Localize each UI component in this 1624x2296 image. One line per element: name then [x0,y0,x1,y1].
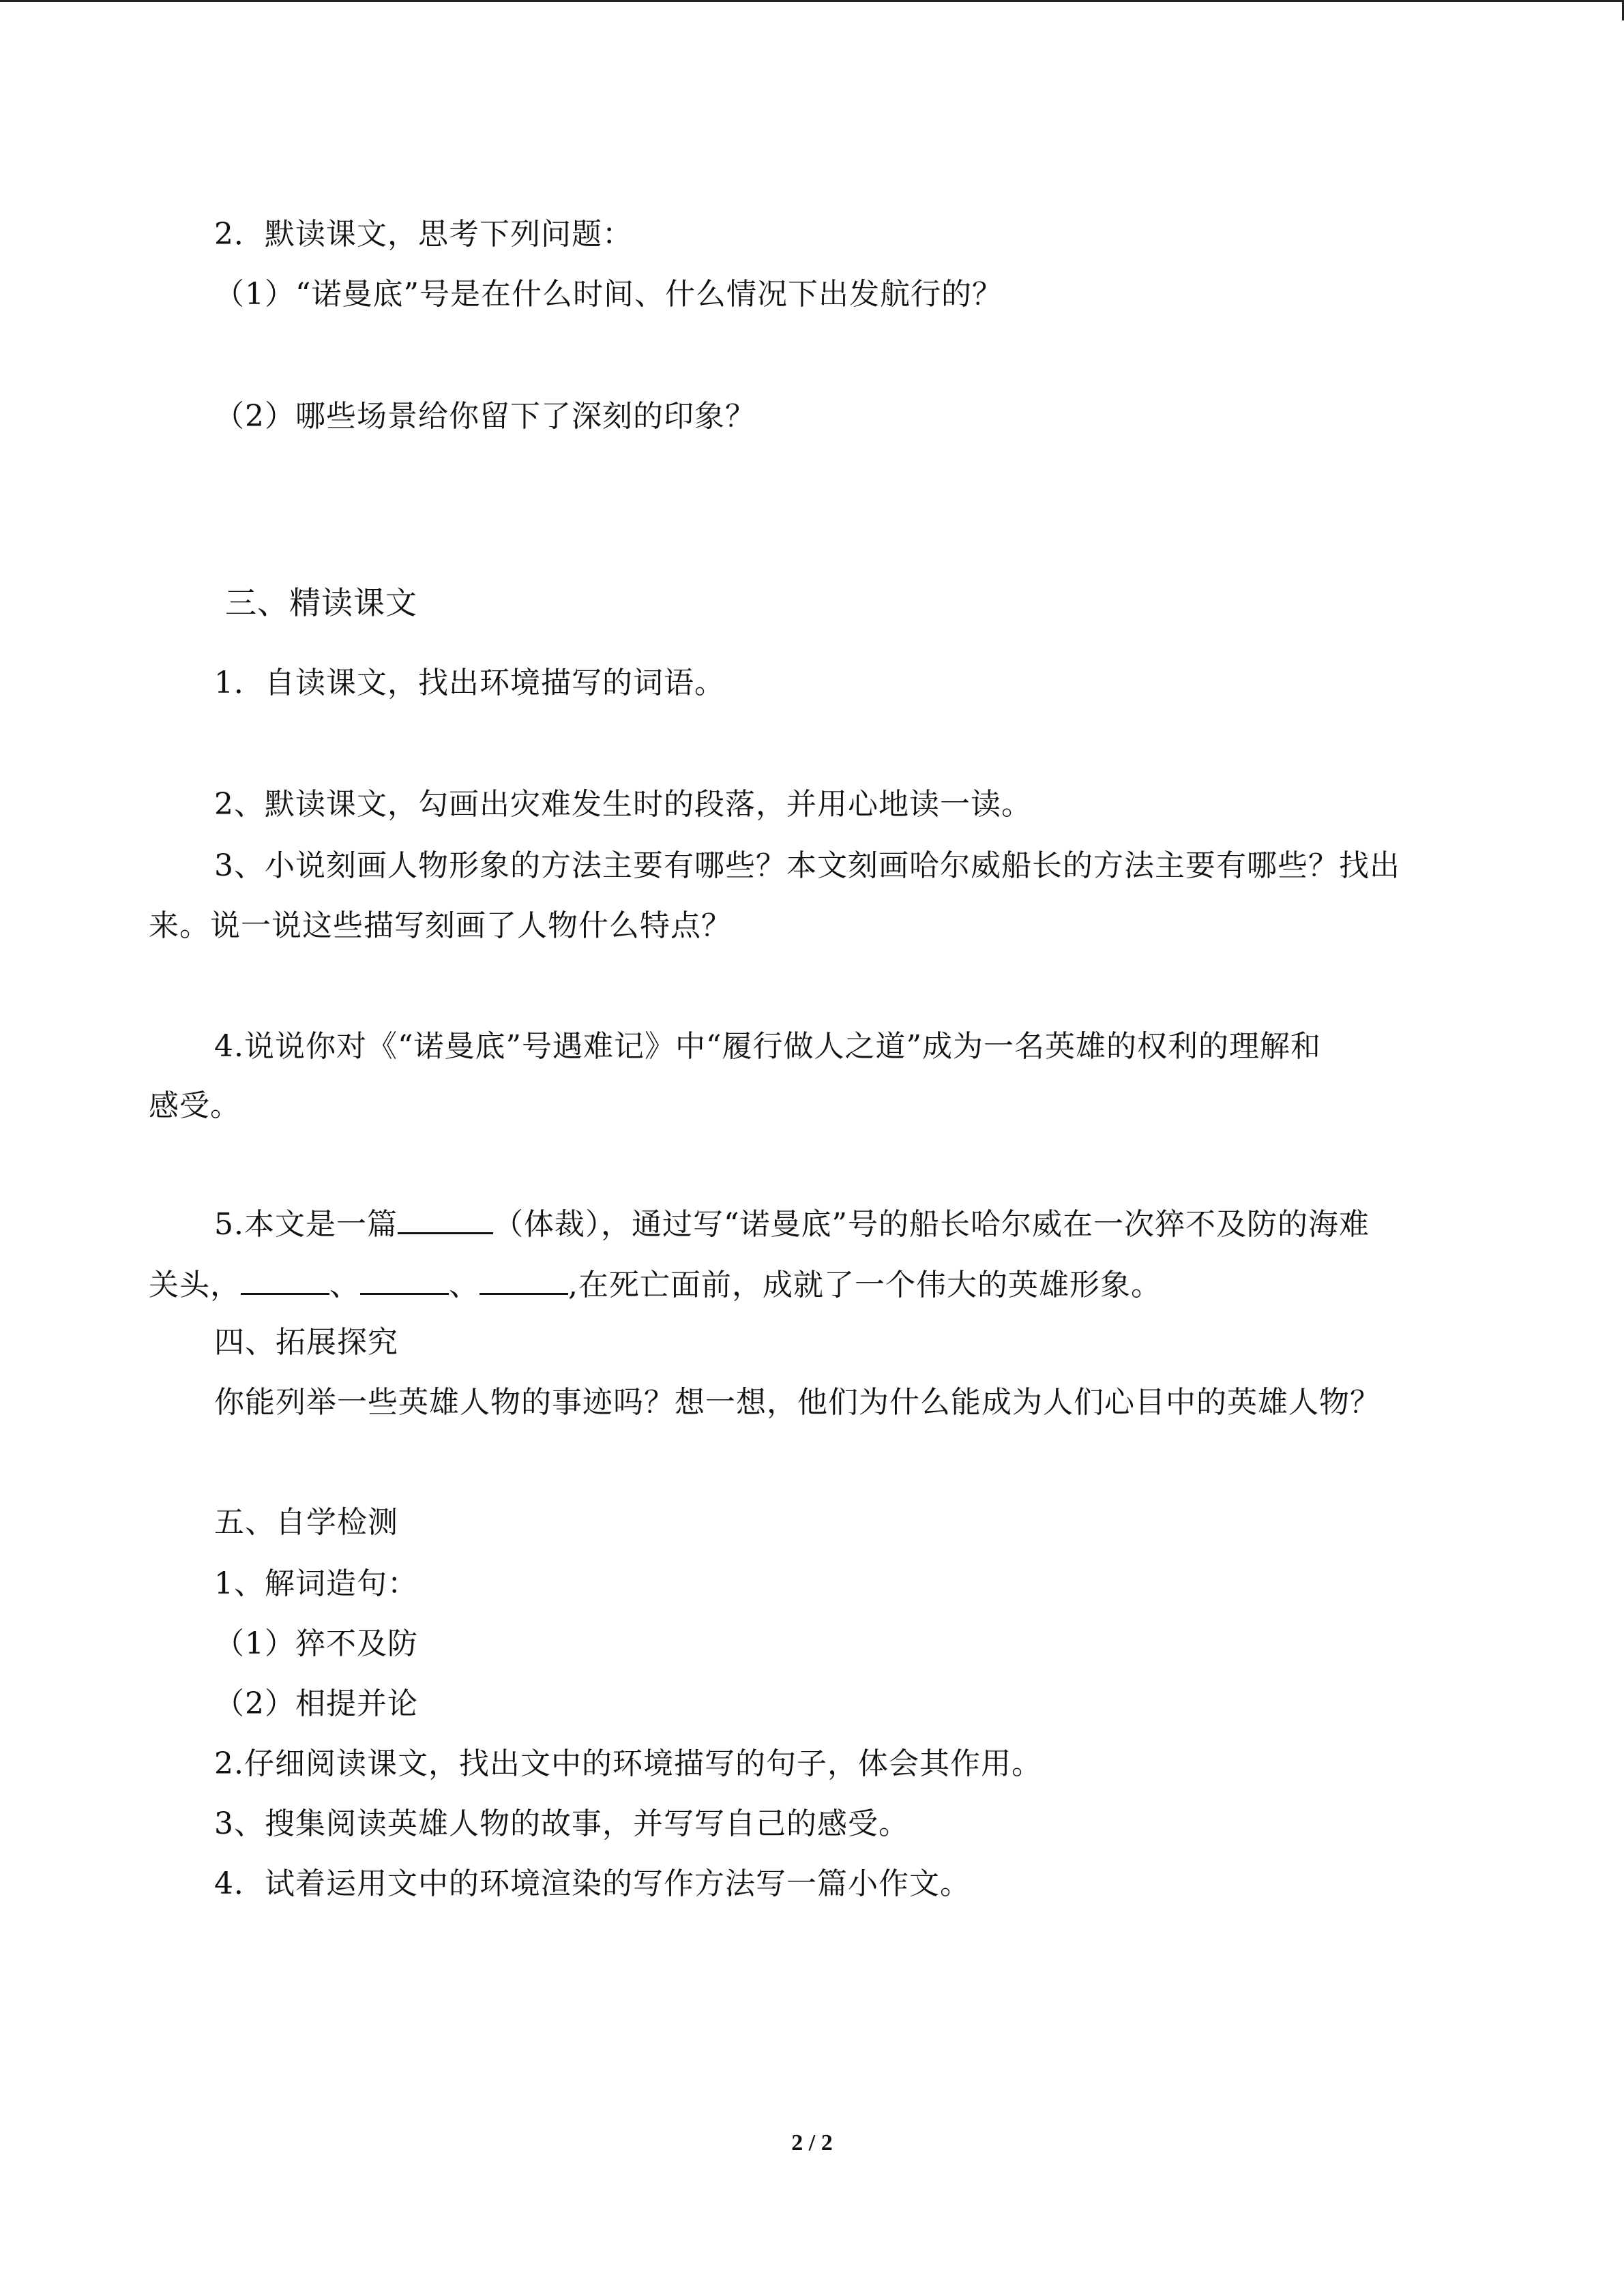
section-5-item-1-word-2: （2）相提并论 [214,1686,418,1721]
section-3-item-5-line-1 [214,1202,1370,1245]
question-2-sub-2: （2）哪些场景给你留下了深刻的印象？ [214,399,756,434]
section-5-item-3: 3、搜集阅读英雄人物的故事，并写写自己的感受。 [214,1806,909,1841]
section-3-item-4-line-2: 感受。 [149,1088,241,1123]
item-5-text-start: 5.本文是一篇 [214,1207,398,1242]
page-number: 2 / 2 [791,2130,833,2156]
item-5-line-2-start: 关头， [149,1268,241,1302]
fill-blank-2[interactable] [360,1263,449,1295]
section-3-item-3-line-1: 3、小说刻画人物形象的方法主要有哪些？本文刻画哈尔威船长的方法主要有哪些？找出 [214,848,1400,883]
fill-blank-3[interactable] [479,1263,568,1295]
section-5-item-1-word-1: （1）猝不及防 [214,1626,418,1661]
section-4-heading: 四、拓展探究 [214,1325,398,1360]
section-3-item-1: 1．自读课文，找出环境描写的词语。 [214,666,725,700]
fill-blank-genre[interactable] [398,1202,493,1234]
section-5-heading: 五、自学检测 [214,1505,398,1540]
top-border [0,0,1624,2]
section-5-item-2: 2.仔细阅读课文，找出文中的环境描写的句子，体会其作用。 [214,1746,1042,1781]
section-3-item-3-line-2: 来。说一说这些描写刻画了人物什么特点？ [149,908,732,943]
section-5-item-4: 4．试着运用文中的环境渲染的写作方法写一篇小作文。 [214,1866,971,1901]
separator-2: 、 [449,1268,479,1302]
separator-1: 、 [329,1268,360,1302]
item-5-line-2-end: ,在死亡面前，成就了一个伟大的英雄形象。 [568,1268,1162,1302]
section-4-question: 你能列举一些英雄人物的事迹吗？想一想，他们为什么能成为人们心目中的英雄人物？ [214,1385,1381,1420]
question-2-heading: 2．默读课文，思考下列问题： [214,217,633,252]
question-2-sub-1: （1）“诺曼底”号是在什么时间、什么情况下出发航行的？ [214,277,1003,312]
section-3-item-5-line-2 [149,1263,1162,1306]
section-3-item-4-line-1: 4.说说你对《“诺曼底”号遇难记》中“履行做人之道”成为一名英雄的权利的理解和 [214,1029,1321,1064]
item-5-text-end: （体裁），通过写“诺曼底”号的船长哈尔威在一次猝不及防的海难 [492,1207,1370,1242]
section-3-heading: 三、精读课文 [225,584,417,621]
section-5-item-1: 1、解词造句： [214,1566,418,1601]
section-3-item-2: 2、默读课文，勾画出灾难发生时的段落，并用心地读一读。 [214,787,1032,822]
fill-blank-1[interactable] [241,1263,329,1295]
